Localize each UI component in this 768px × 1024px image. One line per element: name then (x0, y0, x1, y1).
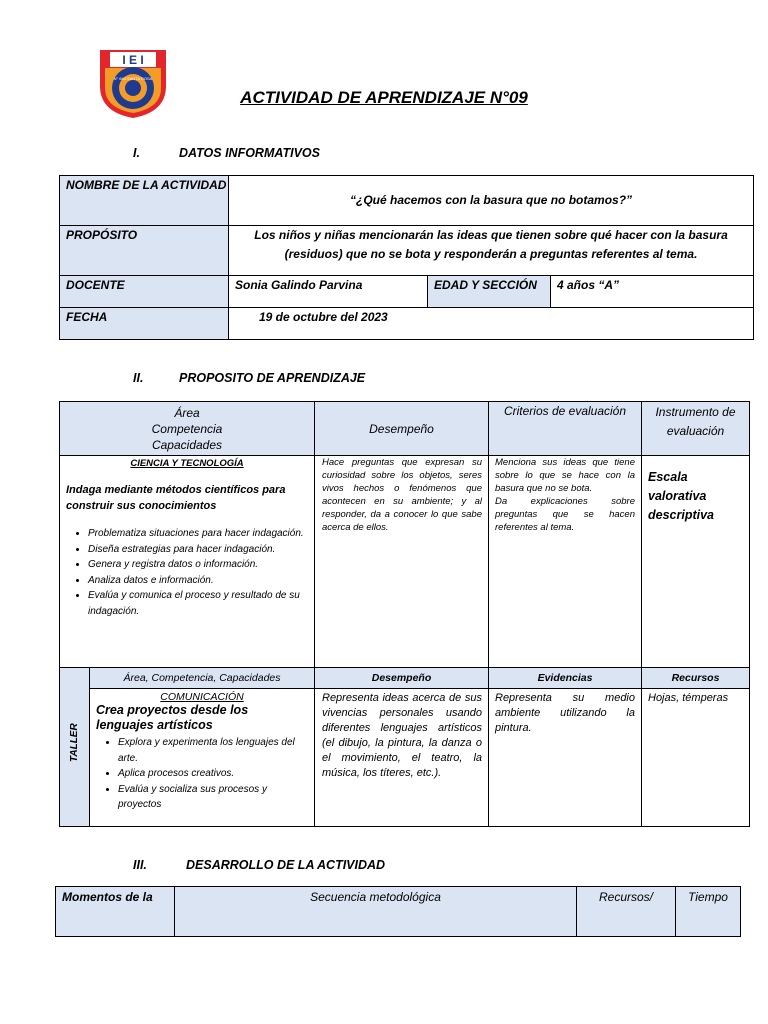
logo-ring-text: N° 664 SANTA ROSA (113, 76, 153, 81)
taller-header-desempeno: Desempeño (315, 668, 489, 689)
taller-desempeno: Representa ideas acerca de sus vivencias personales usando diferentes lenguajes artísticos (el dibujo, la pintura, la danza o el movimiento, el teatro, la música, los títeres, etc.). (315, 689, 489, 827)
desarrollo-header-secuencia: Secuencia metodológica (175, 887, 577, 937)
taller-recursos: Hojas, témperas (642, 689, 750, 827)
header-desempeno: Desempeño (315, 402, 489, 456)
desarrollo-header-recursos: Recursos/ (577, 887, 676, 937)
taller-capacidad-item: • Aplica procesos creativos. (118, 766, 308, 782)
criterio-2: Da explicaciones sobre preguntas que se hacen referentes al tema. (495, 496, 635, 533)
taller-label: TALLER (69, 722, 80, 762)
section-3-number: III. (133, 858, 147, 872)
proposito-table (59, 401, 750, 827)
criterio-1: Menciona sus ideas que tiene sobre lo que se hace con la basura que no se bota. (495, 457, 635, 494)
section-3-label: DESARROLLO DE LA ACTIVIDAD (186, 858, 386, 872)
section-2-heading (133, 371, 365, 385)
taller-header-evidencias: Evidencias (489, 668, 642, 689)
taller-header-recursos: Recursos (642, 668, 750, 689)
docente-label: DOCENTE (60, 276, 229, 308)
section-1-number: I. (133, 146, 140, 160)
section-1-label: DATOS INFORMATIVOS (179, 146, 320, 160)
section-2-label: PROPOSITO DE APRENDIZAJE (179, 371, 366, 385)
fecha-value: 19 de octubre del 2023 (229, 308, 754, 340)
docente-value: Sonia Galindo Parvina (229, 276, 428, 308)
instrumento-text: Escala valorativa descriptiva (642, 456, 750, 668)
nombre-label: NOMBRE DE LA ACTIVIDAD (60, 176, 229, 226)
taller-area-title: COMUNICACIÓN (160, 691, 244, 703)
taller-side-cell (60, 668, 90, 827)
section-2-number: II. (133, 371, 144, 385)
area-title: CIENCIA Y TECNOLOGÍA (130, 458, 244, 469)
criterios-cell (489, 456, 642, 668)
capacidad-item: • Evalúa y comunica el proceso y resultado de su indagación. (88, 588, 308, 619)
desarrollo-table (55, 886, 741, 937)
fecha-label: FECHA (60, 308, 229, 340)
proposito-value: Los niños y niñas mencionarán las ideas que tienen sobre qué hacer con la basura (residuos) que no se bota y responderán a preguntas referentes al tema. (229, 226, 754, 276)
desarrollo-header-momentos: Momentos de la (56, 887, 175, 937)
capacidades-list (66, 526, 308, 619)
area-cell (60, 456, 315, 668)
school-logo (96, 46, 170, 120)
header-criterios: Criterios de evaluación (489, 402, 642, 456)
header-area (60, 402, 315, 456)
capacidad-item: • Genera y registra datos o información. (88, 557, 308, 573)
taller-header-area: Área, Competencia, Capacidades (90, 668, 315, 689)
taller-competencia: Crea proyectos desde los lenguajes artísticos (96, 703, 249, 732)
desempeno-text: Hace preguntas que expresan su curiosidad sobre los objetos, seres vivos hechos o fenómenos que acontecen en su ambiente; y al responder, da a conocer lo que sabe acerca de ellos. (315, 456, 489, 668)
taller-capacidad-item: • Evalúa y socializa sus procesos y proyectos (118, 782, 308, 813)
section-1-heading (133, 146, 320, 160)
taller-evidencias: Representa su medio ambiente utilizando la pintura. (489, 689, 642, 827)
page-title: ACTIVIDAD DE APRENDIZAJE N°09 (240, 88, 528, 107)
taller-capacidad-item: • Explora y experimenta los lenguajes del arte. (118, 735, 308, 766)
datos-informativos-table (59, 175, 754, 340)
taller-area-cell (90, 689, 315, 827)
header-area-line2: Competencia (151, 421, 223, 436)
proposito-label: PROPÓSITO (60, 226, 229, 276)
header-area-line1: Área (174, 405, 200, 420)
header-instrumento: Instrumento de evaluación (642, 402, 750, 456)
nombre-value: “¿Qué hacemos con la basura que no botamos?” (229, 176, 754, 226)
edad-label: EDAD Y SECCIÓN (428, 276, 551, 308)
competencia-text: Indaga mediante métodos científicos para construir sus conocimientos (66, 484, 286, 512)
logo-band-text: I E I (122, 53, 144, 67)
header-area-line3: Capacidades (151, 437, 223, 452)
capacidad-item: • Problematiza situaciones para hacer indagación. (88, 526, 308, 542)
desarrollo-header-tiempo: Tiempo (676, 887, 741, 937)
taller-capacidades-list (96, 735, 308, 813)
capacidad-item: • Analiza datos e información. (88, 573, 308, 589)
capacidad-item: • Diseña estrategias para hacer indagación. (88, 542, 308, 558)
edad-value: 4 años “A” (551, 276, 754, 308)
section-3-heading (133, 858, 385, 872)
